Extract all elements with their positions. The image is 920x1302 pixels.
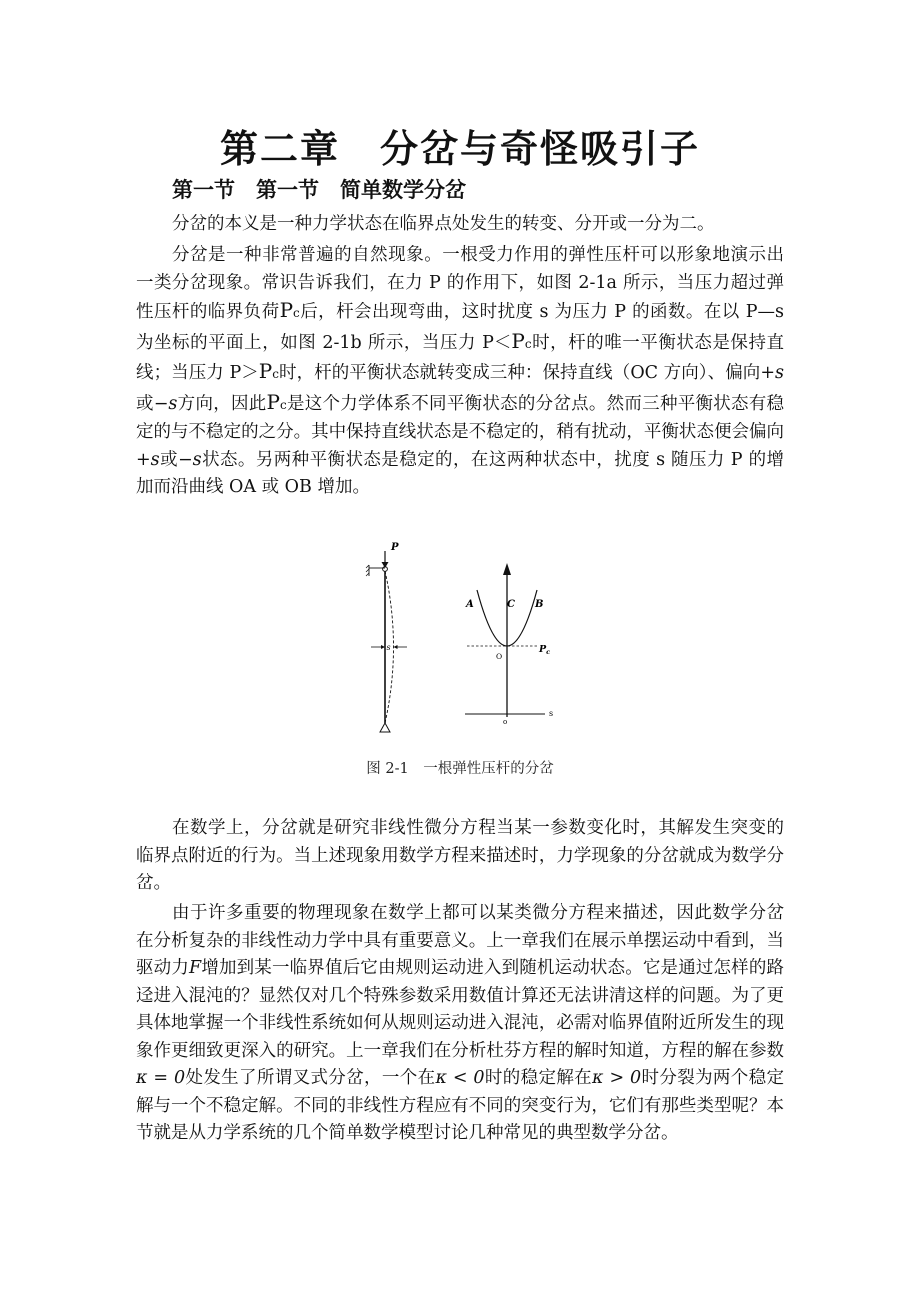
plus-s: +s <box>136 449 160 470</box>
p2-text-a: 分岔是一种非常普遍的自然现象。一根受力作用的弹性压杆可以形象地演示出一类分岔现象。常识告诉我们，在力 P 的作用下，如图 2-1a 所示，当压力超过弹性压杆的临界负荷 <box>136 245 784 322</box>
wall-hatch <box>366 573 369 576</box>
plus-s: +s <box>760 363 784 383</box>
label-branch-A: A <box>466 599 474 610</box>
paragraph-4 <box>136 900 784 1148</box>
figure-caption: 图 2-1 一根弹性压杆的分岔 <box>366 761 554 777</box>
p2-text-c: 时，杆的唯一平衡状态是保持直线；当压力 P＞ <box>136 332 784 383</box>
pc-symbol: Pc <box>511 328 532 353</box>
wall-hatch <box>366 565 369 568</box>
p2-text-i: 状态。另两种平衡状态是稳定的，在这两种状态中，扰度 s 随压力 P 的增加而沿曲线 OA 或 OB 增加。 <box>136 449 784 497</box>
kappa-gt-zero: κ > 0 <box>592 1068 642 1088</box>
minus-s: −s <box>178 449 202 470</box>
p2-text-g: 是这个力学体系不同平衡状态的分岔点。然而三种平衡状态有稳定的与不稳定的之分。其中保持直线状态是不稳定的，稍有扰动，平衡状态便会偏向 <box>136 393 785 442</box>
p4-text-c: 处发生了所谓叉式分岔，一个在 <box>185 1068 436 1088</box>
paragraph-3: 在数学上，分岔就是研究非线性微分方程当某一参数变化时，其解发生突变的临界点附近的行为。当上述现象用数学方程来描述时，力学现象的分岔就成为数学分岔。 <box>136 818 784 893</box>
column-diagram <box>366 542 407 732</box>
pc-symbol: Pc <box>266 389 287 414</box>
label-critical-Pc: $P_c$ <box>539 644 551 656</box>
var-F: F <box>189 958 202 978</box>
figure-2-1 <box>355 535 585 750</box>
p-axis-arrowhead <box>503 563 511 575</box>
pc-symbol: Pc <box>258 359 279 383</box>
kappa-lt-zero: κ < 0 <box>435 1068 485 1088</box>
p2-text-b: 后，杆会出现弯曲，这时扰度 s 为压力 P 的函数。在以 P—s 为坐标的平面上，如图 2-1b 所示，当压力 P＜ <box>136 302 785 353</box>
label-origin-lower: o <box>503 718 508 726</box>
p2-text-e: 或 <box>136 393 154 414</box>
label-s-axis: s <box>549 709 554 718</box>
p4-text-b: 增加到某一临界值后它由规则运动进入到随机运动状态。它是通过怎样的路迳进入混沌的？显然仅对几个特殊参数采用数值计算还无法讲清这样的问题。为了更具体地掌握一个非线性系统如何从规则运动进入混沌，必需对临界值附近所发生的现象作更细致更深入的研究。上一章我们在分析杜芬方程的解时知道，方程的解在参数 <box>136 958 785 1061</box>
p2-text-h: 或 <box>159 449 178 470</box>
p4-text-e: 时分裂为两个稳定解与一个不稳定解。不同的非线性方程应有不同的突变行为，它们有那些类型呢？本节就是从力学系统的几个简单数学模型讨论几种常见的典型数学分岔。 <box>136 1068 784 1143</box>
minus-s: −s <box>153 393 178 414</box>
section-title: 第一节 第一节 简单数学分岔 <box>172 178 466 202</box>
pc-symbol: Pc <box>279 298 300 322</box>
paragraph-1: 分岔的本义是一种力学状态在临界点处发生的转变、分开或一分为二。 <box>172 214 715 234</box>
label-branch-B: B <box>535 599 544 610</box>
p4-text-d: 时的稳定解在 <box>484 1068 593 1088</box>
label-load-P: P <box>391 542 399 553</box>
p4-text-a: 由于许多重要的物理现象在数学上都可以某类微分方程来描述，因此数学分岔在分析复杂的非线性动力学中具有重要意义。上一章我们在展示单摆运动中看到，当驱动力 <box>136 903 784 978</box>
deflection-arrowhead-right <box>394 645 398 649</box>
p2-text-f: 方向，因此 <box>177 393 267 414</box>
wall-hatch <box>366 569 369 572</box>
label-deflection-s: s <box>386 643 391 652</box>
chapter-title: 第二章 分岔与奇怪吸引子 <box>219 127 700 171</box>
p2-text-d: 时，杆的平衡状态就转变成三种：保持直线（OC 方向）、偏向 <box>278 363 761 383</box>
paragraph-2 <box>136 242 784 502</box>
bottom-pin-support <box>380 723 390 732</box>
label-branch-C: C <box>507 599 515 610</box>
bifurcation-diagram <box>465 563 553 726</box>
label-origin-O: O <box>496 652 503 661</box>
kappa-eq-zero: κ = 0 <box>136 1068 186 1088</box>
